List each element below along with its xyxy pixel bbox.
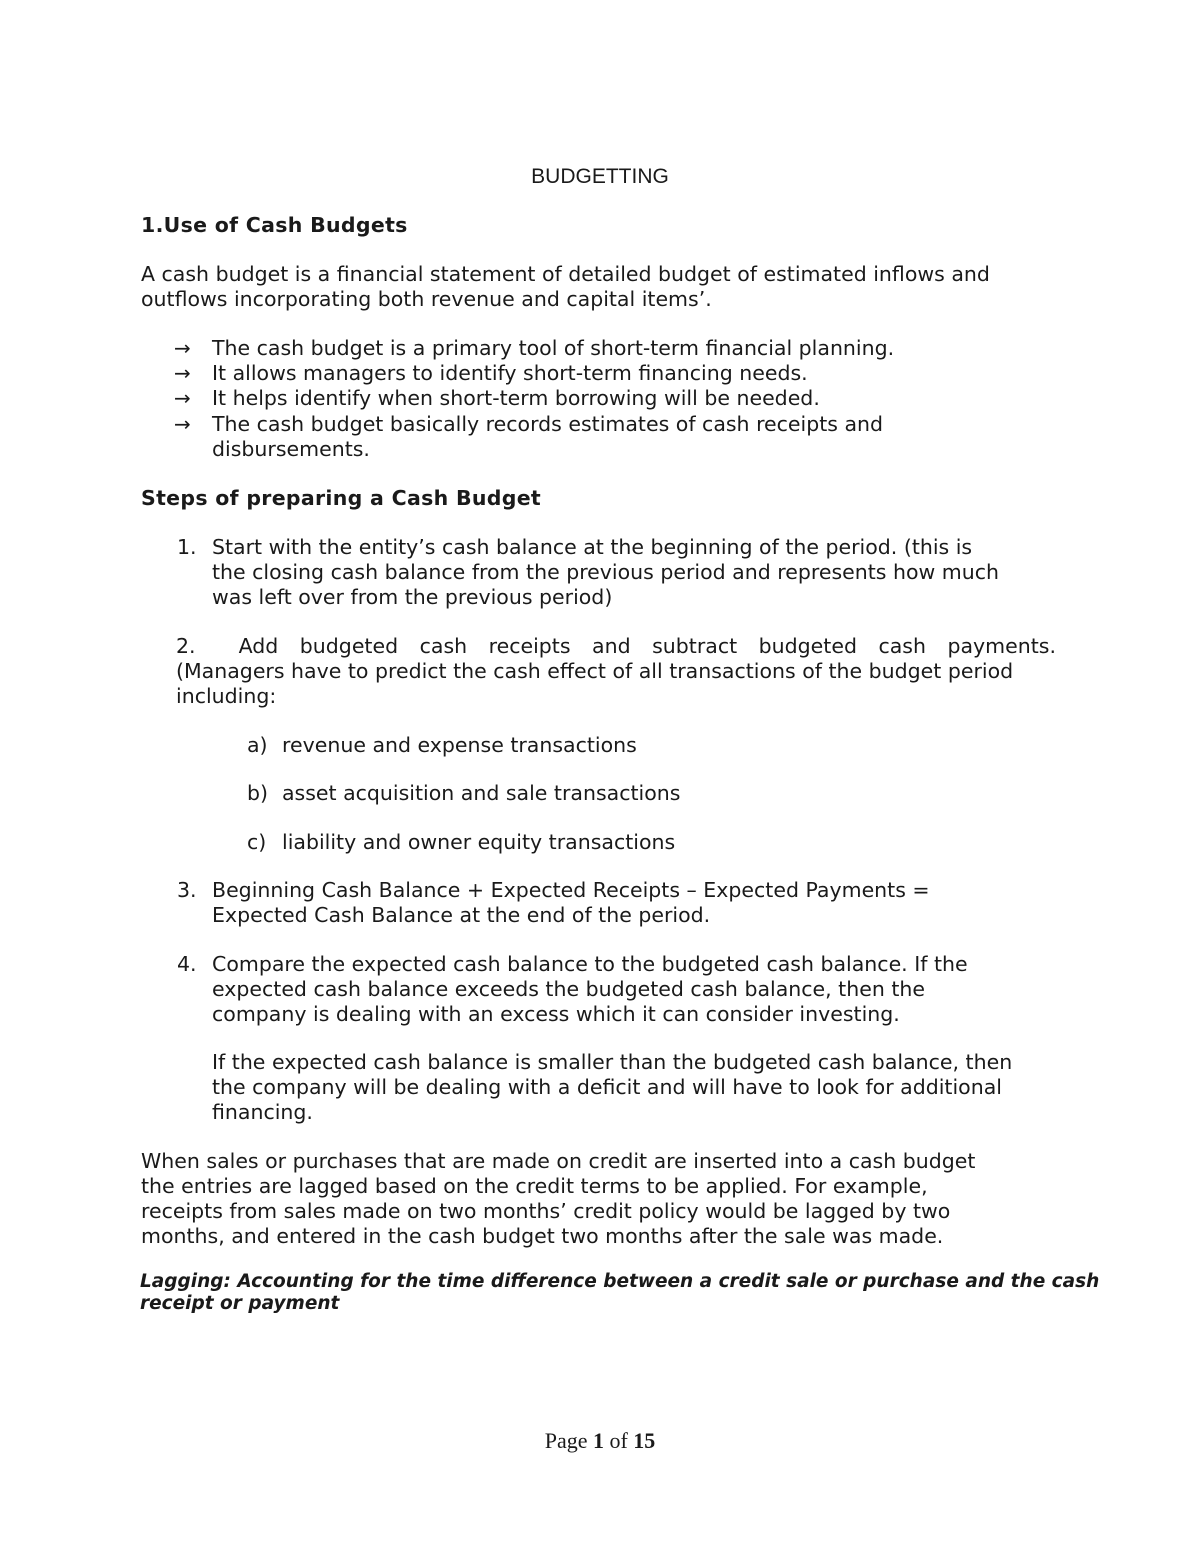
step-2-line-2: (Managers have to predict the cash effect of all transactions of the budget period	[176, 659, 1014, 683]
total-pages-number: 15	[633, 1428, 656, 1453]
credit-paragraph-line-2: the entries are lagged based on the credit terms to be applied. For example,	[141, 1174, 928, 1198]
subitem-label: b)	[247, 781, 269, 805]
page-footer	[0, 1428, 1200, 1454]
subitem-text: revenue and expense transactions	[282, 733, 637, 757]
arrow-icon: →	[174, 386, 191, 410]
section-number: 1.	[141, 213, 164, 237]
page-word: Page	[544, 1428, 588, 1453]
subitem-label: c)	[247, 830, 267, 854]
intro-line-1: A cash budget is a financial statement of detailed budget of estimated inflows and	[141, 262, 990, 286]
step-4-line-1: Compare the expected cash balance to the budgeted cash balance. If the	[212, 952, 968, 976]
credit-paragraph-line-4: months, and entered in the cash budget two months after the sale was made.	[141, 1224, 944, 1248]
bullet-item	[0, 412, 1200, 462]
step-2-text: Add budgeted cash receipts and subtract budgeted cash payments.	[238, 634, 1056, 658]
bullet-text: The cash budget basically records estimates of cash receipts and	[212, 412, 884, 436]
section-heading-use-of-cash-budgets	[141, 213, 408, 238]
subitem-text: asset acquisition and sale transactions	[282, 781, 681, 805]
intro-line-2: outflows incorporating both revenue and capital items’.	[141, 287, 712, 311]
subitem-label: a)	[247, 733, 268, 757]
subitem-text: liability and owner equity transactions	[282, 830, 676, 854]
bullet-item	[0, 336, 1200, 361]
lagging-definition-line-1: Lagging: Accounting for the time difference between a credit sale or purchase and the cash	[140, 1271, 1100, 1292]
steps-heading: Steps of preparing a Cash Budget	[141, 486, 542, 510]
step-4-number: 4.	[177, 952, 197, 976]
credit-paragraph-line-1: When sales or purchases that are made on credit are inserted into a cash budget	[141, 1149, 976, 1173]
section-heading-text: Use of Cash Budgets	[163, 213, 408, 237]
step-4-line-3: company is dealing with an excess which it can consider investing.	[212, 1002, 900, 1026]
step-4-para2-line-3: financing.	[212, 1100, 313, 1124]
of-word: of	[609, 1428, 628, 1453]
bullet-text-continued: disbursements.	[212, 437, 370, 461]
credit-paragraph-line-3: receipts from sales made on two months’ credit policy would be lagged by two	[141, 1199, 951, 1223]
step-4-para2-line-2: the company will be dealing with a deficit and will have to look for additional	[212, 1075, 1002, 1099]
step-3-line-2: Expected Cash Balance at the end of the period.	[212, 903, 711, 927]
current-page-number: 1	[592, 1428, 604, 1453]
bullet-item	[0, 386, 1200, 411]
arrow-icon: →	[174, 412, 191, 436]
arrow-icon: →	[174, 361, 191, 385]
step-3-number: 3.	[177, 878, 197, 902]
step-2-line-1	[176, 634, 1056, 659]
step-4-para2-line-1: If the expected cash balance is smaller than the budgeted cash balance, then	[212, 1050, 1013, 1074]
bullet-text: The cash budget is a primary tool of short-term financial planning.	[212, 336, 895, 360]
step-1-line-2: the closing cash balance from the previous period and represents how much	[212, 560, 1000, 584]
step-1-line-1: Start with the entity’s cash balance at the beginning of the period. (this is	[212, 535, 973, 559]
lagging-definition-line-2: receipt or payment	[140, 1293, 340, 1314]
step-1-line-3: was left over from the previous period)	[212, 585, 613, 609]
document-title: BUDGETTING	[531, 165, 669, 188]
step-4-line-2: expected cash balance exceeds the budgeted cash balance, then the	[212, 977, 925, 1001]
bullet-text: It helps identify when short-term borrowing will be needed.	[212, 386, 820, 410]
bullet-text: It allows managers to identify short-term financing needs.	[212, 361, 808, 385]
step-2-number: 2.	[176, 634, 196, 658]
step-3-line-1: Beginning Cash Balance + Expected Receipts – Expected Payments =	[212, 878, 930, 902]
step-2-line-3: including:	[176, 684, 277, 708]
step-1-number: 1.	[177, 535, 197, 559]
arrow-icon: →	[174, 336, 191, 360]
bullet-item	[0, 361, 1200, 386]
